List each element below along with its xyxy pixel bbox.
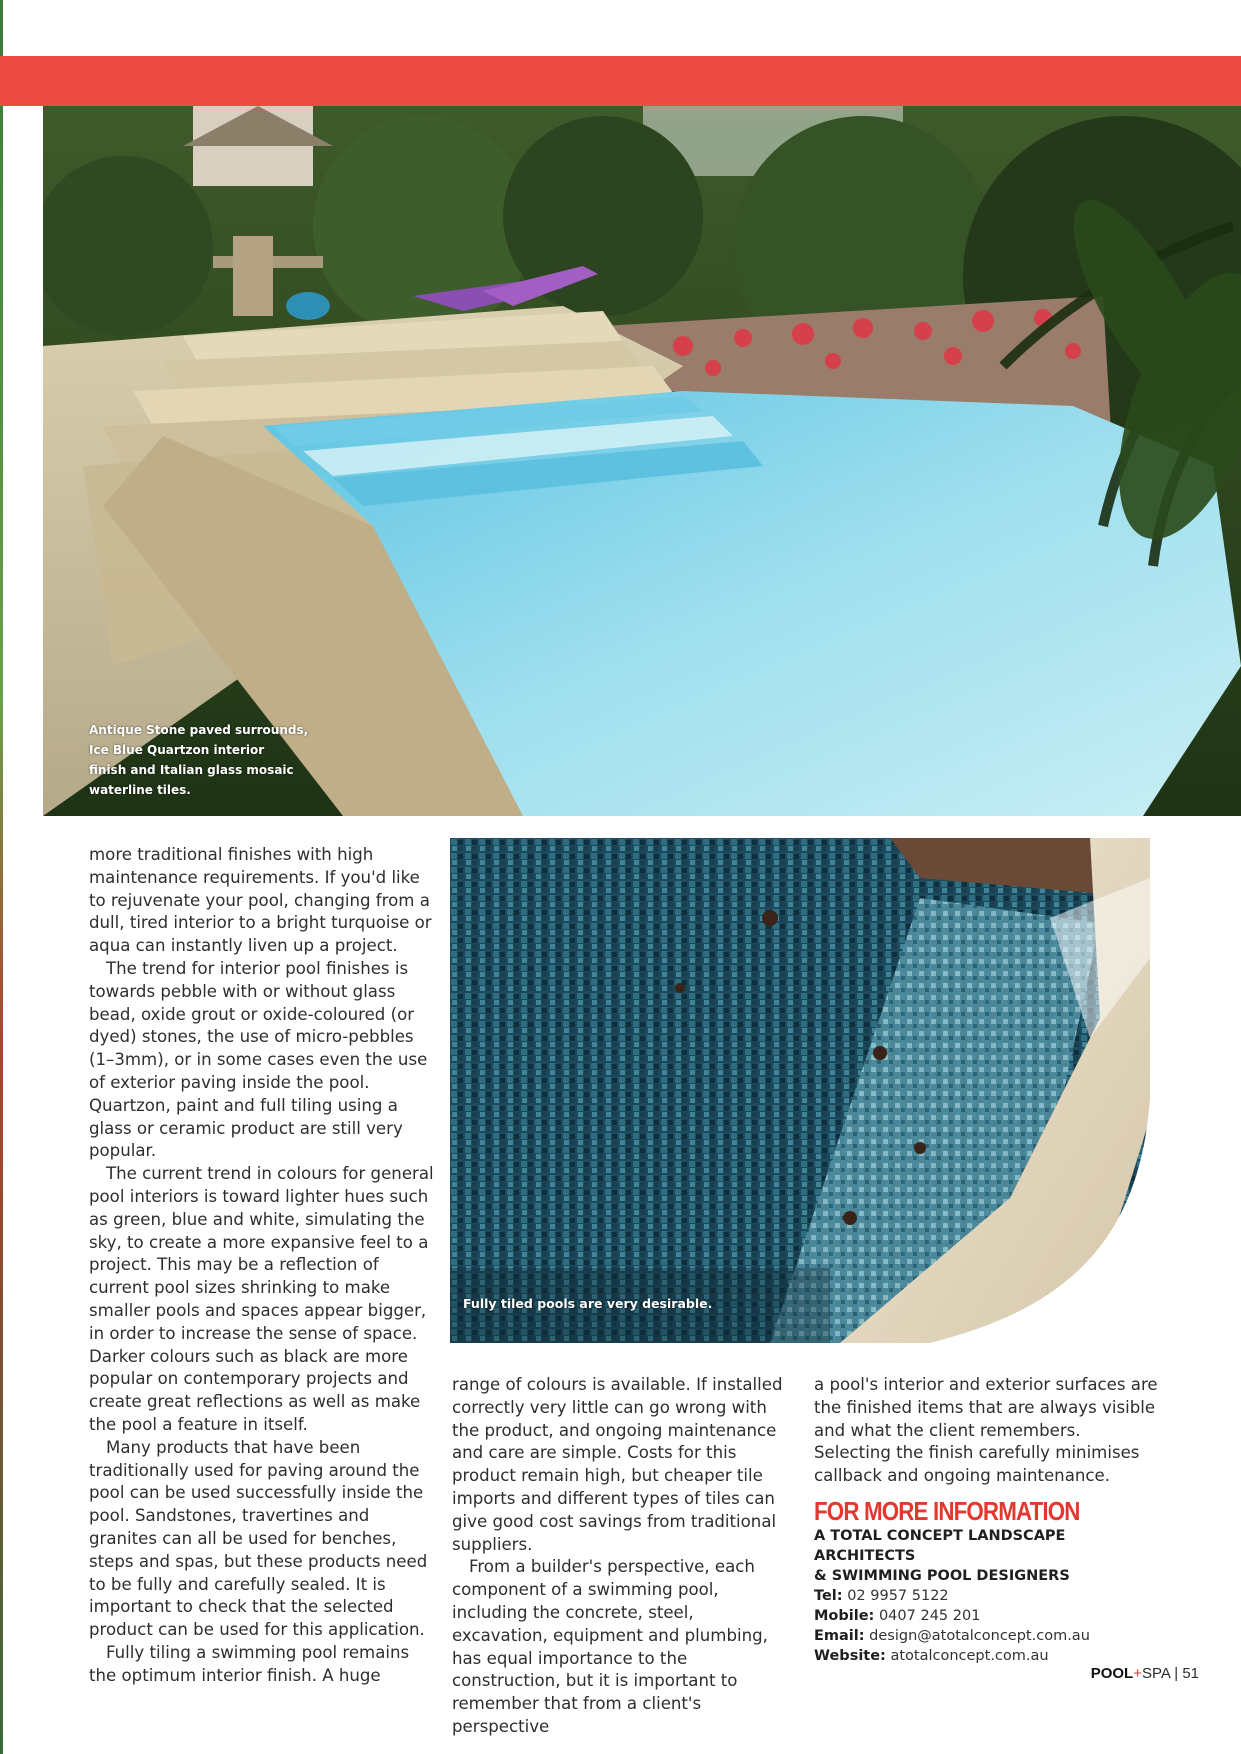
article-column-2	[452, 1374, 794, 1739]
paragraph: Many products that have been traditionally used for paving around the pool can be used successfully inside the pool. Sandstones, travertines and granites can all be used for benches, steps and spas, but these products need to be fully and carefully sealed. It is important to check that the selected product can be used for this application.	[89, 1437, 428, 1640]
website-label: Website:	[814, 1647, 886, 1664]
paragraph: The current trend in colours for general pool interiors is toward lighter hues such as green, blue and white, simulating the sky, to create a more expansive feel to a project. This may be a reflection of current pool sizes shrinking to make smaller pools and spaces appear bigger, in order to increase the sense of space. Darker colours such as black are more popular on contemporary projects and create great reflections as well as make the pool a feature in itself.	[89, 1164, 434, 1434]
magazine-brand-plus: +	[1133, 1665, 1142, 1682]
paragraph: From a builder's perspective, each component of a swimming pool, including the concrete, steel, excavation, equipment and plumbing, has equal importance to the construction, but it is important to remember that from a client's perspective	[452, 1557, 768, 1736]
mosaic-pool-illustration	[450, 838, 1150, 1343]
tel-line	[814, 1586, 1159, 1606]
magazine-brand-spa: SPA	[1141, 1665, 1171, 1682]
header-color-band	[0, 56, 1241, 106]
email-link[interactable]: design@atotalconcept.com.au	[869, 1627, 1090, 1644]
paragraph: more traditional finishes with high maintenance requirements. If you'd like to rejuvenate your pool, changing from a dull, tired interior to a bright turquoise or aqua can instantly liven up a project.	[89, 845, 432, 956]
article-column-1	[89, 844, 437, 1687]
mobile-line	[814, 1606, 1159, 1626]
website-line	[814, 1646, 1159, 1666]
magazine-brand: POOL	[1090, 1665, 1134, 1682]
mobile-value[interactable]: 0407 245 201	[878, 1607, 981, 1624]
mosaic-tile-photo	[450, 838, 1150, 1343]
page-number: 51	[1182, 1665, 1199, 1682]
paragraph: Fully tiling a swimming pool remains the optimum interior finish. A huge	[89, 1642, 410, 1685]
email-line	[814, 1626, 1159, 1646]
pool-photo-top	[43, 106, 1241, 816]
folio-separator: |	[1174, 1665, 1179, 1682]
more-info-heading: FOR MORE INFORMATION	[814, 1495, 1080, 1526]
tel-label: Tel:	[814, 1587, 843, 1604]
paragraph: The trend for interior pool finishes is towards pebble with or without glass bead, oxide grout or oxide-coloured (or dyed) stones, the use of micro-pebbles (1–3mm), or in some cases even the use of exterior paving inside the pool. Quartzon, paint and full tiling using a glass or ceramic product are still very popular.	[89, 958, 428, 1161]
mobile-label: Mobile:	[814, 1607, 875, 1624]
paragraph: a pool's interior and exterior surfaces are the finished items that are always visible and what the client remembers. Selecting the finish carefully minimises callback and ongoing maintenance.	[814, 1375, 1158, 1486]
page-folio	[1091, 1665, 1199, 1682]
photo-caption-mosaic: Fully tiled pools are very desirable.	[463, 1296, 713, 1311]
website-link[interactable]: atotalconcept.com.au	[890, 1647, 1049, 1664]
photo-caption-top: Antique Stone paved surrounds, Ice Blue Quartzon interior finish and Italian glass mosaic waterline tiles.	[89, 723, 309, 797]
paragraph: range of colours is available. If installed correctly very little can go wrong with the product, and ongoing maintenance and care are simple. Costs for this product remain high, but cheaper tile imports and different types of tiles can give good cost savings from traditional suppliers.	[452, 1375, 783, 1554]
pool-scene-illustration	[43, 106, 1241, 816]
company-name-line-2: & SWIMMING POOL DESIGNERS	[814, 1567, 1070, 1584]
left-edge-rule	[0, 0, 3, 1754]
email-label: Email:	[814, 1627, 865, 1644]
article-column-3	[814, 1374, 1159, 1666]
company-name-line-1: A TOTAL CONCEPT LANDSCAPE ARCHITECTS	[814, 1527, 1066, 1564]
tel-value[interactable]: 02 9957 5122	[847, 1587, 949, 1604]
